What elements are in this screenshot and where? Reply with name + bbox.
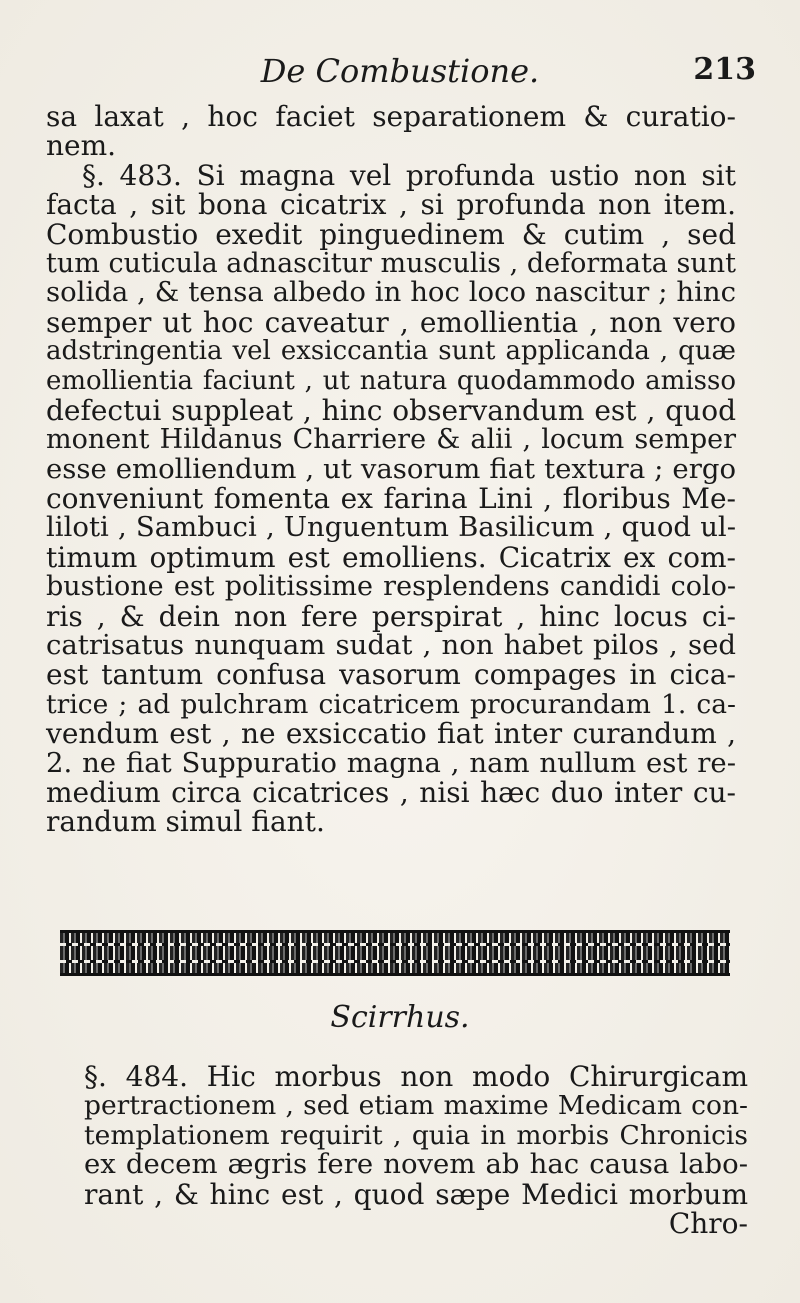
text-line: medium circa cicatrices , nisi hæc duo inter cu-: [46, 775, 736, 809]
text-line: emollientia faciunt , ut natura quodammodo amisso: [46, 365, 736, 396]
text-line: monent Hildanus Charriere & alii , locum semper: [46, 424, 736, 456]
text-line: rant , & hinc est , quod sæpe Medici morbum: [84, 1177, 748, 1211]
text-line: timum optimum est emolliens. Cicatrix ex com-: [46, 540, 736, 574]
text-line: semper ut hoc caveatur , emollientia , non vero: [46, 305, 736, 339]
text-line: Combustio exedit pinguedinem & cutim , sed: [46, 217, 736, 251]
text-line: randum simul fiant.: [46, 805, 325, 839]
page-number: 213: [693, 52, 756, 87]
text-line: conveniunt fomenta ex farina Lini , floribus Me-: [46, 482, 736, 516]
text-line: tum cuticula adnascitur musculis , deformata sunt: [46, 247, 736, 279]
text-line: adstringentia vel exsiccantia sunt applicanda , quæ: [46, 336, 736, 367]
text-line: §. 483. Si magna vel profunda ustio non sit: [82, 158, 736, 192]
text-line: templationem requirit , quia in morbis Chronicis: [84, 1119, 748, 1151]
text-line: sa laxat , hoc faciet separationem & curatio-: [46, 100, 736, 133]
text-line: esse emolliendum , ut vasorum fiat textura ; ergo: [46, 452, 736, 485]
text-line: defectui suppleat , hinc observandum est , quod: [46, 393, 736, 427]
text-line: bustione est politissime resplendens candidi colo-: [46, 571, 736, 603]
text-line: vendum est , ne exsiccatio fiat inter curandum ,: [46, 717, 736, 751]
text-line: catrisatus nunquam sudat , non habet pilos , sed: [46, 629, 736, 662]
running-title: De Combustione.: [260, 52, 540, 90]
page-header: [0, 52, 800, 92]
paragraph-483: [46, 102, 736, 837]
text-line: facta , sit bona cicatrix , si profunda non item.: [46, 188, 736, 222]
section-title: Scirrhus.: [330, 1000, 470, 1035]
text-line: solida , & tensa albedo in hoc loco nascitur ; hinc: [46, 276, 736, 309]
text-line: ex decem ægris fere novem ab hac causa labo-: [84, 1148, 748, 1181]
text-line: 2. ne fiat Suppuratio magna , nam nullum est re-: [46, 746, 736, 779]
text-line: est tantum confusa vasorum compages in cica-: [46, 658, 736, 692]
catchword: Chro-: [668, 1206, 748, 1240]
text-line: pertractionem , sed etiam maxime Medicam con-: [84, 1090, 748, 1122]
text-line: liloti , Sambuci , Unguentum Basilicum , quod ul-: [46, 511, 736, 544]
ornamental-divider: [60, 930, 730, 976]
text-line: nem.: [46, 129, 117, 163]
paragraph-484: [84, 1062, 748, 1238]
text-line: §. 484. Hic morbus non modo Chirurgicam: [84, 1060, 748, 1093]
text-line: ris , & dein non fere perspirat , hinc locus ci-: [46, 599, 736, 633]
text-line: trice ; ad pulchram cicatricem procurandam 1. ca-: [46, 688, 736, 720]
